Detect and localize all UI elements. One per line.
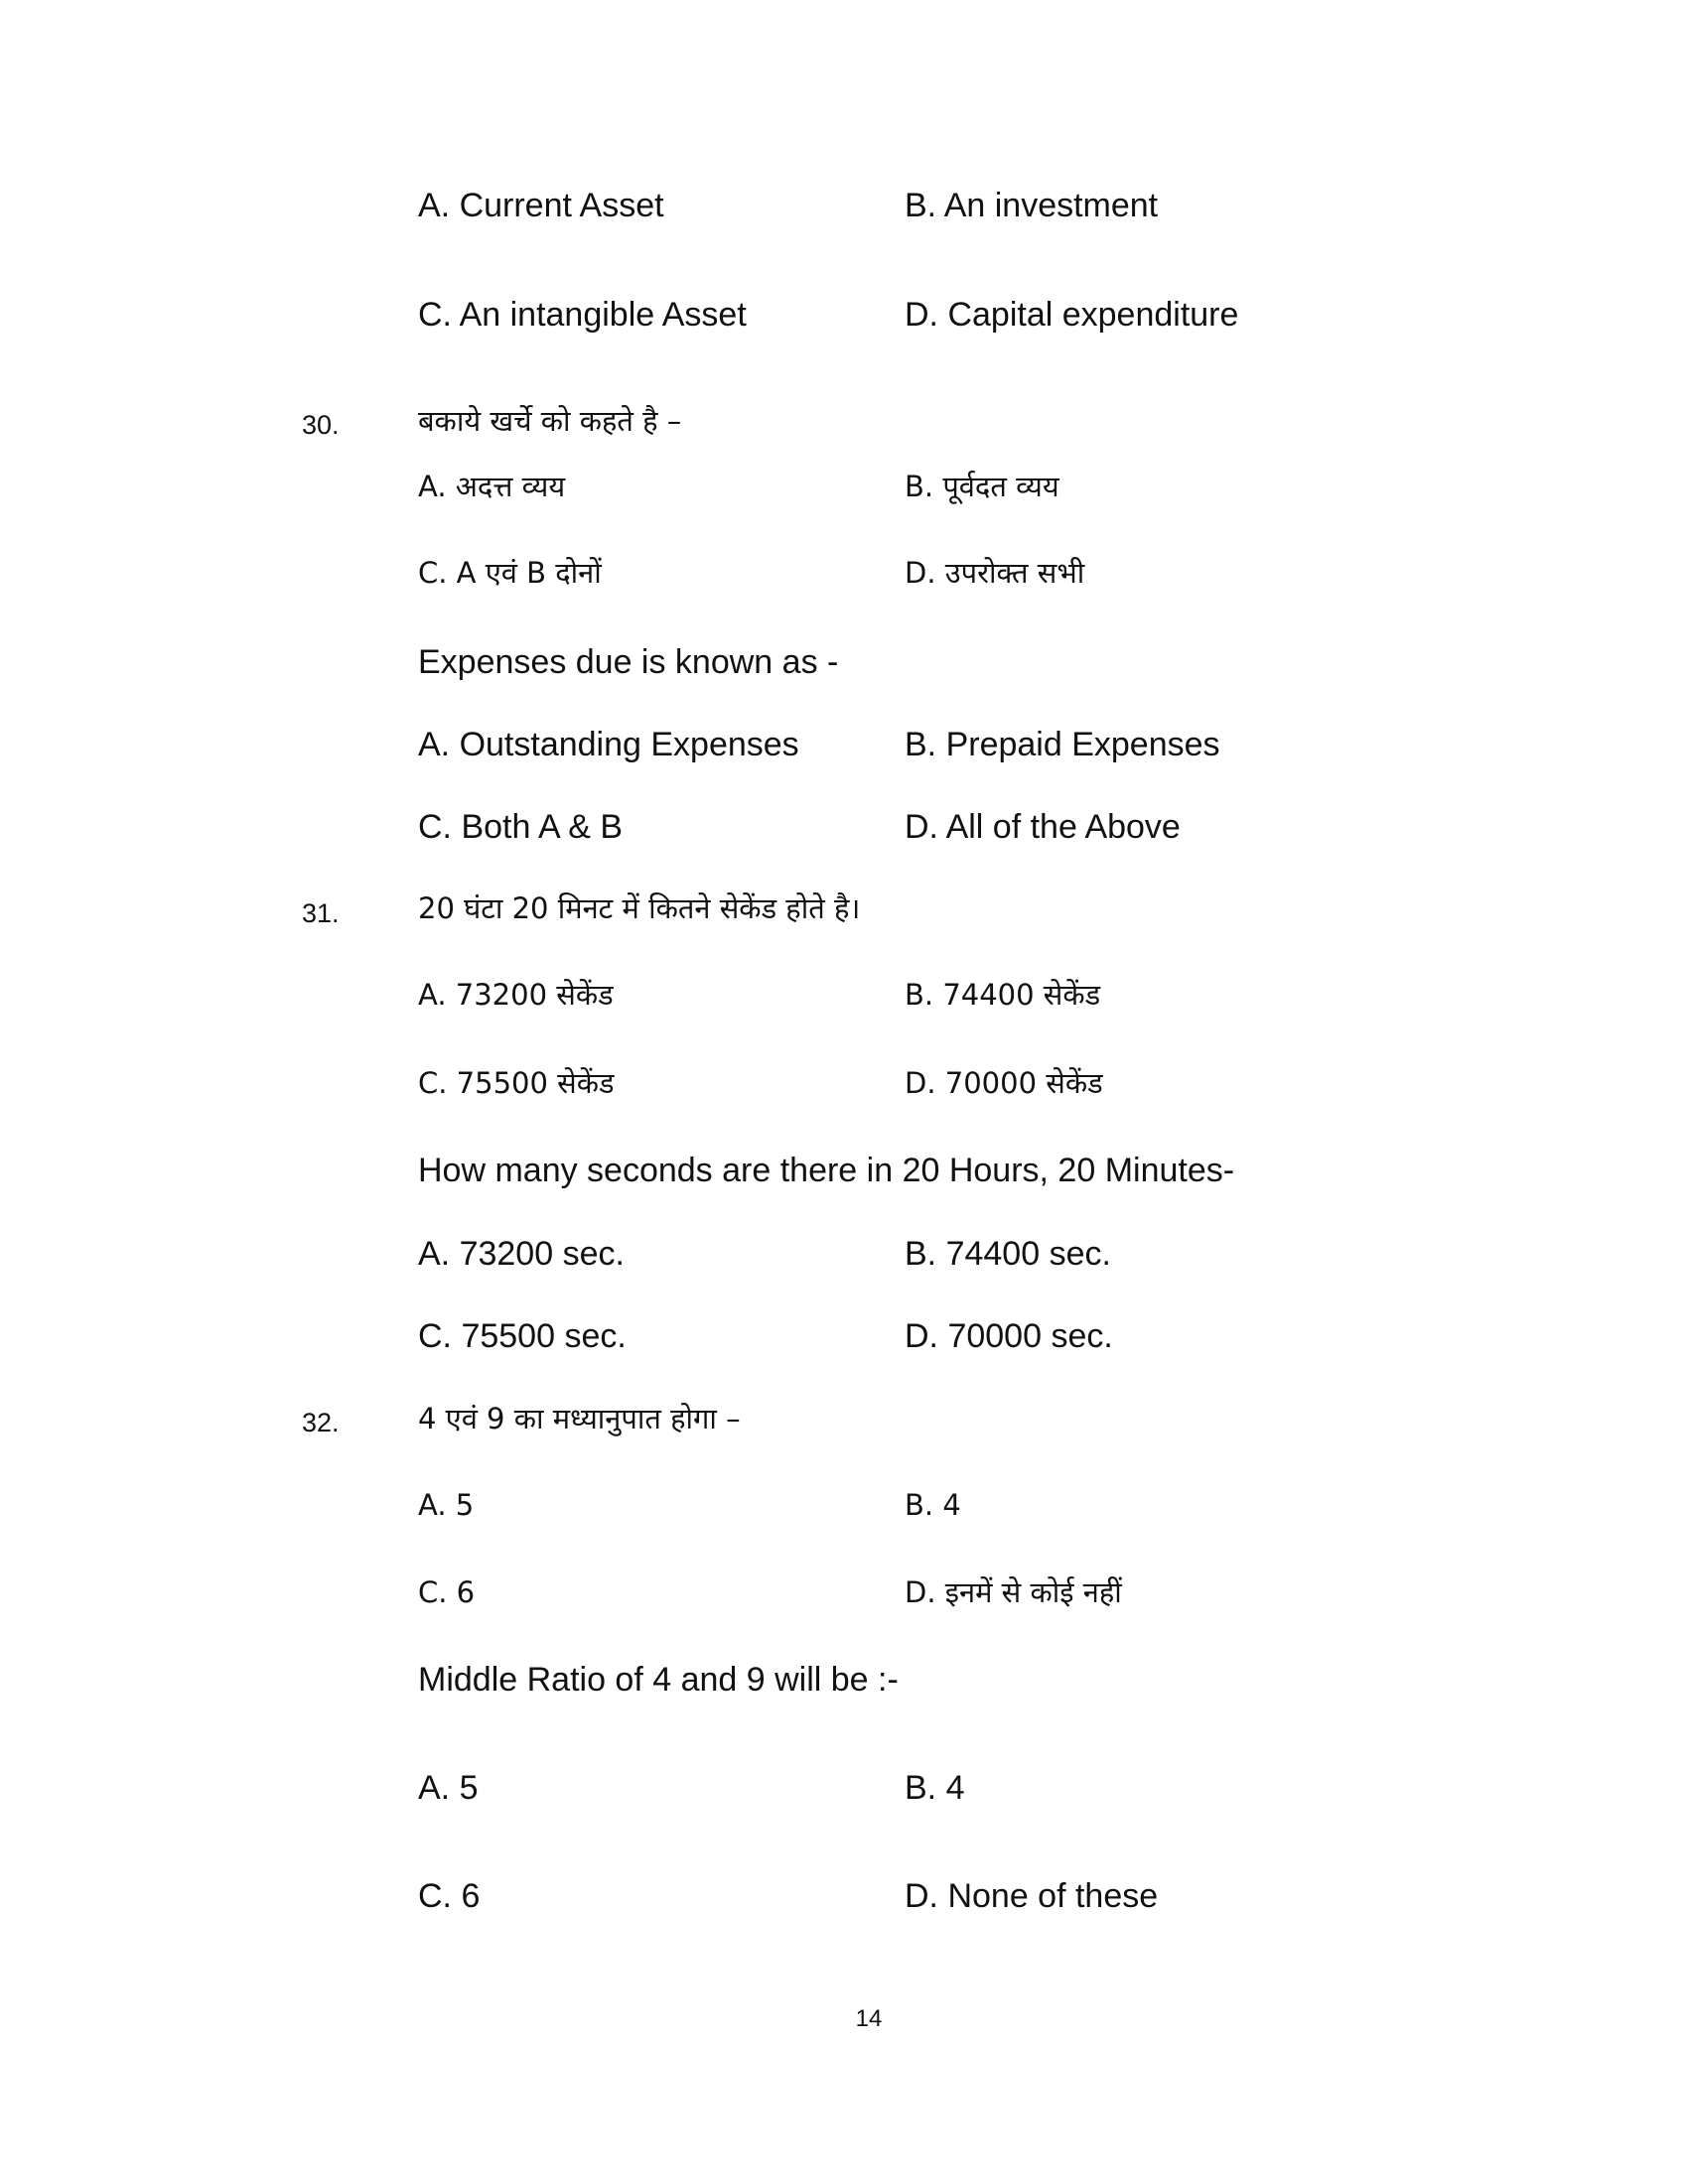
q29-option-d: D. Capital expenditure xyxy=(905,296,1239,334)
q31-option-b: B. 74400 sec. xyxy=(905,1235,1111,1273)
q31-hindi-option-a: A. 73200 सेकेंड xyxy=(418,978,614,1012)
q32-hindi-question: 4 एवं 9 का मध्यानुपात होगा – xyxy=(418,1402,741,1435)
q30-number: 30. xyxy=(302,410,340,440)
q31-hindi-option-b: B. 74400 सेकेंड xyxy=(905,978,1101,1012)
q30-option-b: B. Prepaid Expenses xyxy=(905,726,1220,763)
q31-english-question: How many seconds are there in 20 Hours, 20 Minutes- xyxy=(418,1152,1235,1189)
q30-hindi-question: बकाये खर्चे को कहते है – xyxy=(418,404,682,438)
q30-option-a: A. Outstanding Expenses xyxy=(418,726,799,763)
q31-hindi-option-c: C. 75500 सेकेंड xyxy=(418,1066,615,1100)
q32-hindi-option-c: C. 6 xyxy=(418,1575,476,1609)
q30-hindi-option-a: A. अदत्त व्यय xyxy=(418,470,566,503)
q32-option-d: D. None of these xyxy=(905,1877,1159,1915)
q31-option-c: C. 75500 sec. xyxy=(418,1317,627,1355)
q30-option-c: C. Both A & B xyxy=(418,808,624,846)
q30-hindi-option-c: C. A एवं B दोनों xyxy=(418,556,602,590)
q29-option-c: C. An intangible Asset xyxy=(418,296,747,334)
q30-english-question: Expenses due is known as - xyxy=(418,643,839,681)
q31-option-d: D. 70000 sec. xyxy=(905,1317,1113,1355)
q32-hindi-option-a: A. 5 xyxy=(418,1488,475,1522)
q32-option-a: A. 5 xyxy=(418,1769,479,1807)
q31-number: 31. xyxy=(302,898,340,928)
q32-english-question: Middle Ratio of 4 and 9 will be :- xyxy=(418,1661,899,1699)
q32-hindi-option-d: D. इनमें से कोई नहीं xyxy=(905,1575,1122,1609)
q29-option-a: A. Current Asset xyxy=(418,187,664,224)
q31-hindi-question: 20 घंटा 20 मिनट में कितने सेकेंड होते है। xyxy=(418,891,861,925)
q32-option-b: B. 4 xyxy=(905,1769,965,1807)
q32-option-c: C. 6 xyxy=(418,1877,481,1915)
page-number: 14 xyxy=(855,2005,883,2032)
q31-option-a: A. 73200 sec. xyxy=(418,1235,625,1273)
q29-option-b: B. An investment xyxy=(905,187,1159,224)
q32-hindi-option-b: B. 4 xyxy=(905,1488,961,1522)
q32-number: 32. xyxy=(302,1408,340,1437)
q30-hindi-option-d: D. उपरोक्त सभी xyxy=(905,556,1085,590)
q31-hindi-option-d: D. 70000 सेकेंड xyxy=(905,1066,1103,1100)
q30-hindi-option-b: B. पूर्वदत व्यय xyxy=(905,470,1059,503)
q30-option-d: D. All of the Above xyxy=(905,808,1181,846)
